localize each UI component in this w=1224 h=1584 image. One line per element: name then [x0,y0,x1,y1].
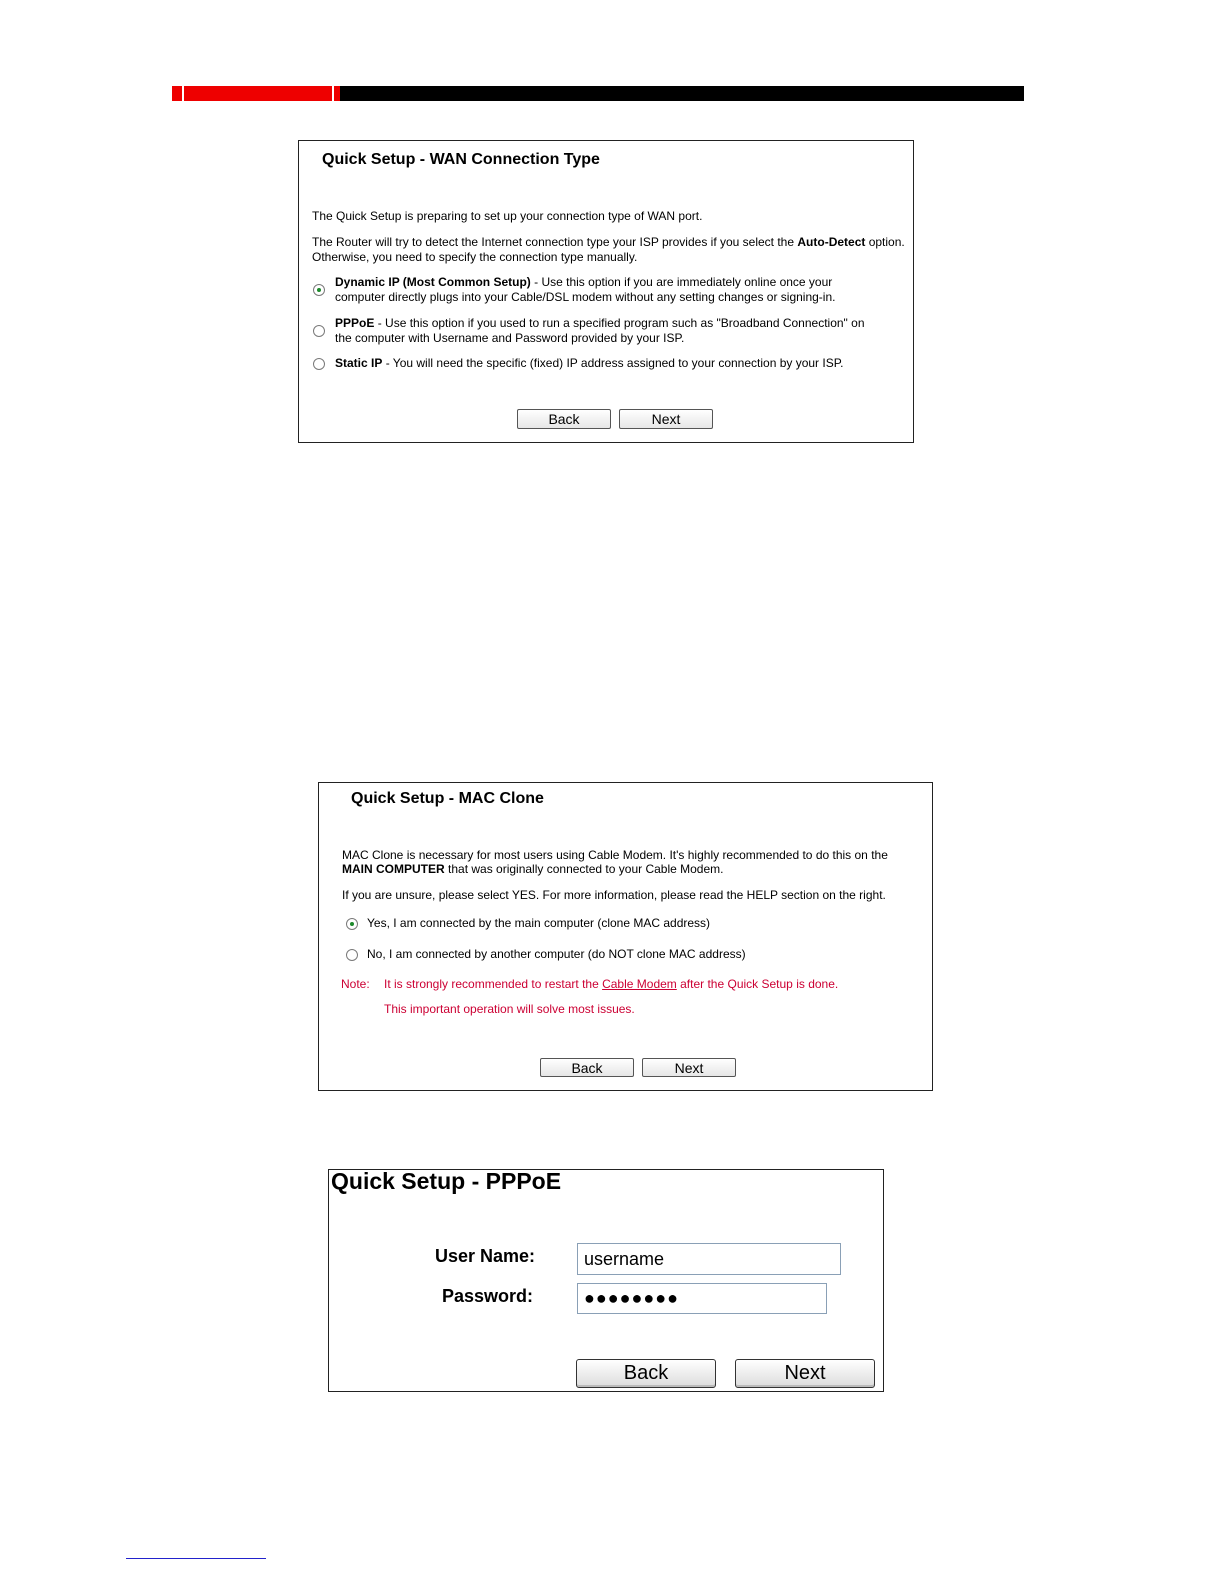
dynamic-ip-desc-line2: computer directly plugs into your Cable/DSL modem without any setting changes or signing-in. [335,290,836,304]
note-text [384,977,838,992]
dynamic-ip-radio[interactable] [313,284,325,296]
note-text-part: It is strongly recommended to restart the [384,977,603,991]
header-bar [172,86,1024,101]
detect-text [312,235,905,250]
next-button[interactable]: Next [735,1359,875,1388]
intro-text: The Quick Setup is preparing to set up your connection type of WAN port. [312,209,703,223]
back-button[interactable]: Back [540,1058,634,1077]
pppoe-option-text [335,316,865,331]
detect-text-part: option. [865,235,905,249]
password-label: Password: [442,1286,534,1306]
static-ip-radio[interactable] [313,358,325,370]
static-ip-label: Static IP [335,356,383,370]
clone-mac-yes-label: Yes, I am connected by the main computer (clone MAC address) [367,916,711,930]
header-bar-divider [182,86,184,101]
static-ip-option-text [335,356,844,371]
pppoe-desc-line2: the computer with Username and Password provided by your ISP. [335,331,685,345]
note-label: Note: [341,977,370,991]
auto-detect-label: Auto-Detect [797,235,866,249]
note-text-line2: This important operation will solve most issues. [384,1002,635,1016]
mac-intro-rest: that was originally connected to your Cable Modem. [444,862,724,876]
username-input[interactable] [577,1243,841,1275]
password-value: ●●●●●●●● [584,1288,679,1308]
unsure-text: If you are unsure, please select YES. For more information, please read the HELP section on the right. [342,888,886,902]
next-button[interactable]: Next [619,409,713,429]
page-title: Quick Setup - PPPoE [331,1168,562,1194]
dynamic-ip-desc: - Use this option if you are immediately online once your [530,275,833,289]
header-bar-divider [332,86,334,101]
pppoe-panel [328,1169,884,1392]
detect-text-line2: Otherwise, you need to specify the connection type manually. [312,250,638,264]
clone-mac-no-radio[interactable] [346,949,358,961]
dynamic-ip-option-text [335,275,832,290]
mac-intro-text-line2 [342,862,723,877]
footer-link-underline [126,1558,266,1559]
page-title: Quick Setup - MAC Clone [351,790,544,807]
back-button[interactable]: Back [576,1359,716,1388]
mac-intro-text: MAC Clone is necessary for most users using Cable Modem. It's highly recommended to do this on the [342,848,888,862]
static-ip-desc: - You will need the specific (fixed) IP address assigned to your connection by your ISP. [382,356,844,370]
dynamic-ip-label: Dynamic IP (Most Common Setup) [335,275,531,289]
note-text-part: after the Quick Setup is done. [676,977,839,991]
clone-mac-yes-radio[interactable] [346,918,358,930]
pppoe-label: PPPoE [335,316,375,330]
pppoe-radio[interactable] [313,325,325,337]
username-value: username [584,1249,665,1269]
back-button[interactable]: Back [517,409,611,429]
detect-text-part: The Router will try to detect the Internet connection type your ISP provides if you select the [312,235,798,249]
password-input[interactable] [577,1283,827,1314]
wan-connection-type-panel [298,140,914,443]
next-button[interactable]: Next [642,1058,736,1077]
pppoe-desc: - Use this option if you used to run a specified program such as "Broadband Connection" on [374,316,865,330]
clone-mac-no-label: No, I am connected by another computer (do NOT clone MAC address) [367,947,746,961]
cable-modem-link[interactable]: Cable Modem [602,977,677,991]
username-label: User Name: [435,1246,536,1266]
header-bar-red-segment [172,86,340,101]
mac-clone-panel [318,782,933,1091]
page-title: Quick Setup - WAN Connection Type [322,151,600,168]
main-computer-label: MAIN COMPUTER [342,862,445,876]
